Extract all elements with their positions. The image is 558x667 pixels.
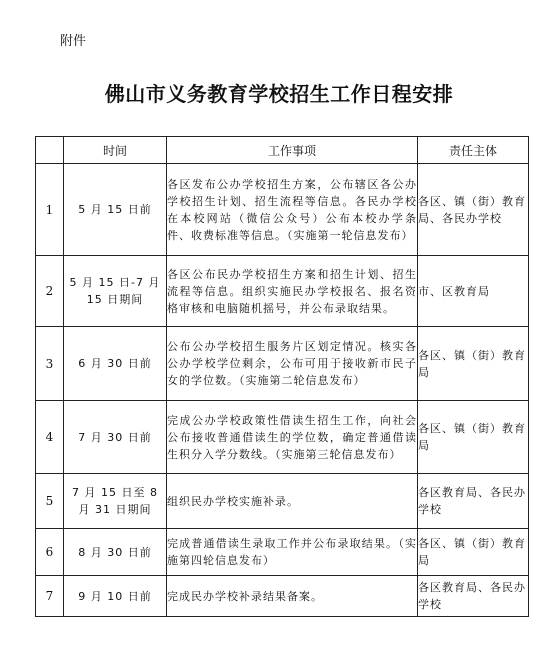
schedule-table [35,136,529,617]
row-time: 7 月 30 日前 [64,401,167,474]
row-task: 组织民办学校实施补录。 [167,474,418,529]
row-owner: 各区、镇（街）教育局、各民办学校 [418,164,529,256]
table-row [36,576,529,617]
row-time: 9 月 10 日前 [64,576,167,617]
column-header-task: 工作事项 [167,137,418,164]
column-header-owner: 责任主体 [418,137,529,164]
column-header-time: 时间 [64,137,167,164]
table-row [36,256,529,327]
row-number: 3 [36,327,64,401]
row-time: 7 月 15 日至 8 月 31 日期间 [64,474,167,529]
attachment-label: 附件 [60,34,87,49]
row-owner: 市、区教育局 [418,256,529,327]
row-number: 7 [36,576,64,617]
row-time: 5 月 15 日-7 月 15 日期间 [64,256,167,327]
row-task: 各区发布公办学校招生方案，公布辖区各公办学校招生计划、招生流程等信息。各民办学校在本校网站（微信公众号）公布本校办学条件、收费标准等信息。（实施第一轮信息发布） [167,164,418,256]
table-row [36,529,529,576]
row-owner: 各区、镇（街）教育局 [418,529,529,576]
row-owner: 各区、镇（街）教育局 [418,327,529,401]
row-time: 6 月 30 日前 [64,327,167,401]
row-task: 完成民办学校补录结果备案。 [167,576,418,617]
document-title: 佛山市义务教育学校招生工作日程安排 [104,82,454,106]
row-task: 完成普通借读生录取工作并公布录取结果。（实施第四轮信息发布） [167,529,418,576]
row-number: 2 [36,256,64,327]
row-number: 4 [36,401,64,474]
table-row [36,327,529,401]
table-row [36,401,529,474]
row-task: 完成公办学校政策性借读生招生工作，向社会公布接收普通借读生的学位数，确定普通借读生积分入学分数线。（实施第三轮信息发布） [167,401,418,474]
row-time: 8 月 30 日前 [64,529,167,576]
row-owner: 各区教育局、各民办学校 [418,576,529,617]
table-row [36,164,529,256]
row-number: 5 [36,474,64,529]
row-owner: 各区教育局、各民办学校 [418,474,529,529]
row-owner: 各区、镇（街）教育局 [418,401,529,474]
row-time: 5 月 15 日前 [64,164,167,256]
row-task: 各区公布民办学校招生方案和招生计划、招生流程等信息。组织实施民办学校报名、报名资格审核和电脑随机摇号，并公布录取结果。 [167,256,418,327]
row-task: 公布公办学校招生服务片区划定情况。核实各公办学校学位剩余，公布可用于接收新市民子女的学位数。（实施第二轮信息发布） [167,327,418,401]
table-row [36,474,529,529]
column-header-number [36,137,64,164]
row-number: 6 [36,529,64,576]
table-header-row [36,137,529,164]
row-number: 1 [36,164,64,256]
